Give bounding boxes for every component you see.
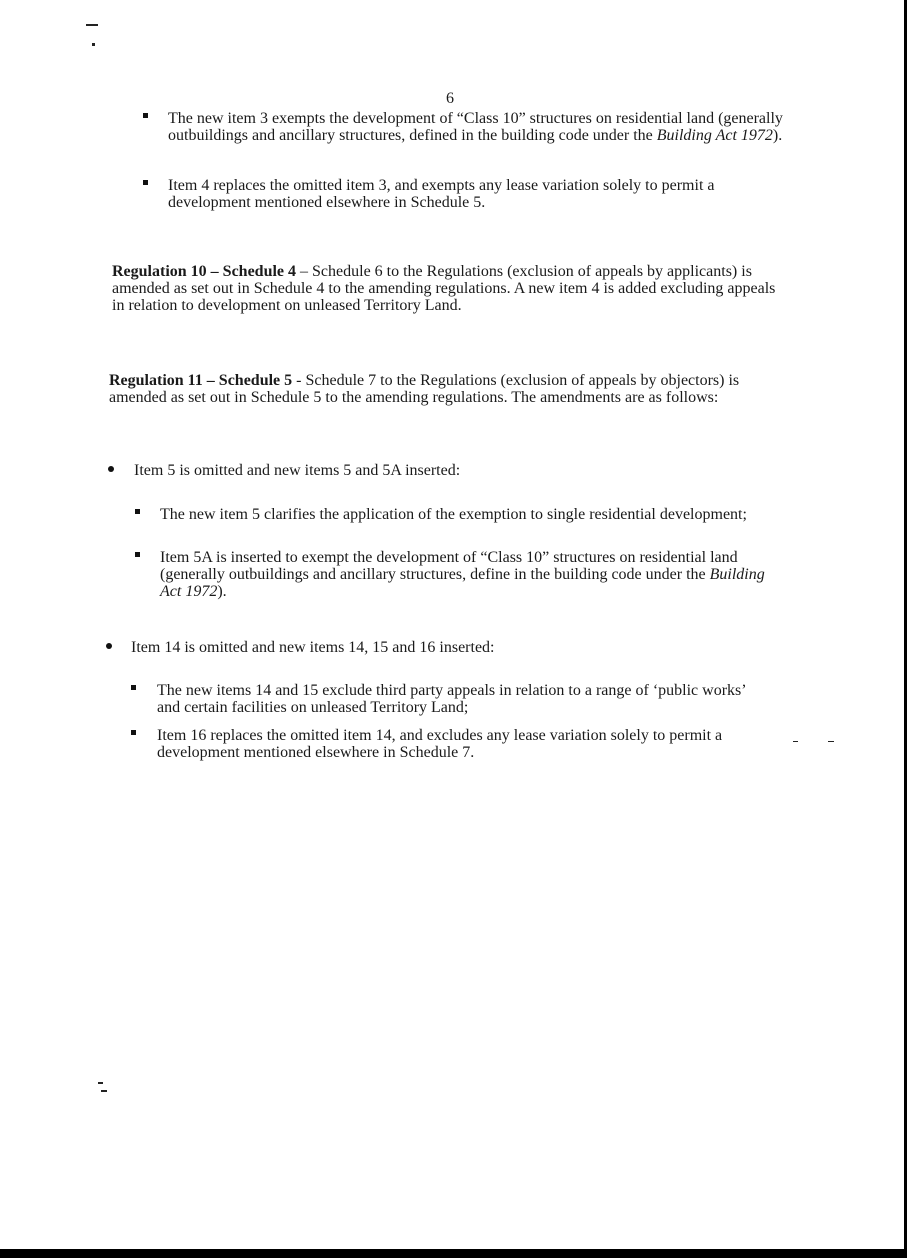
item-5-sub-2 xyxy=(160,549,775,600)
scan-speck xyxy=(98,1082,103,1084)
page-number: 6 xyxy=(446,90,454,107)
square-bullet-icon xyxy=(143,113,148,118)
sub-bullet-text: Item 5A is inserted to exempt the development of “Class 10” structures on residential land (generally outbuildings and ancillary structures, define in the building code under the xyxy=(160,549,738,583)
square-bullet-icon xyxy=(131,730,136,735)
scan-speck xyxy=(92,43,95,46)
square-bullet-icon xyxy=(143,180,148,185)
item-14-bullet: Item 14 is omitted and new items 14, 15 and 16 inserted: xyxy=(131,639,495,656)
regulation-11-paragraph xyxy=(109,372,789,406)
scan-edge-bottom xyxy=(0,1249,907,1258)
sub-bullet-text-end: ). xyxy=(217,583,227,600)
bullet-text: Item 4 replaces the omitted item 3, and exempts any lease variation solely to permit a development mentioned elsewhere in Schedule 5. xyxy=(168,177,715,211)
scan-speck xyxy=(828,741,834,742)
regulation-10-text: – Schedule 6 to the Regulations (exclusion of appeals by applicants) is amended as set out in Schedule 4 to the amending regulations. A new item 4 is added excluding appeals in relation to development on unleased Territory Land. xyxy=(112,263,776,314)
item-14-sub-1 xyxy=(157,682,762,716)
bullet-text: The new item 3 exempts the development of “Class 10” structures on residential land (generally outbuildings and ancillary structures, defined in the building code under the xyxy=(168,110,783,144)
regulation-10-heading: Regulation 10 – Schedule 4 xyxy=(112,263,297,280)
item-5-sub-1 xyxy=(160,506,750,523)
regulation-11-heading: Regulation 11 – Schedule 5 xyxy=(109,372,293,389)
act-title: Building Act 1972 xyxy=(656,127,773,144)
square-bullet-icon xyxy=(135,509,140,514)
round-bullet-icon xyxy=(106,643,112,649)
sub-bullet-text: The new item 5 clarifies the application of the exemption to single residential development; xyxy=(160,506,747,523)
top-bullet-1 xyxy=(168,110,783,144)
scan-speck xyxy=(793,741,798,742)
item-14-sub-2 xyxy=(157,727,782,761)
regulation-10-paragraph xyxy=(112,263,777,314)
square-bullet-icon xyxy=(135,552,140,557)
bullet-text-end: ). xyxy=(772,127,783,144)
regulation-11-text: - Schedule 7 to the Regulations (exclusion of appeals by objectors) is amended as set out in Schedule 5 to the amending regulations. The amendments are as follows: xyxy=(109,372,740,406)
sub-bullet-text: The new items 14 and 15 exclude third party appeals in relation to a range of ‘public works’ and certain facilities on unleased Territory Land; xyxy=(157,682,746,716)
scan-speck xyxy=(101,1090,107,1092)
square-bullet-icon xyxy=(131,685,136,690)
round-bullet-icon xyxy=(108,466,114,472)
top-bullet-2 xyxy=(168,177,783,211)
act-title: Building Act 1972 xyxy=(160,566,765,600)
sub-bullet-text: Item 16 replaces the omitted item 14, and excludes any lease variation solely to permit a development mentioned elsewhere in Schedule 7. xyxy=(157,727,723,761)
item-5-bullet: Item 5 is omitted and new items 5 and 5A inserted: xyxy=(134,462,461,479)
scan-speck xyxy=(86,24,98,26)
